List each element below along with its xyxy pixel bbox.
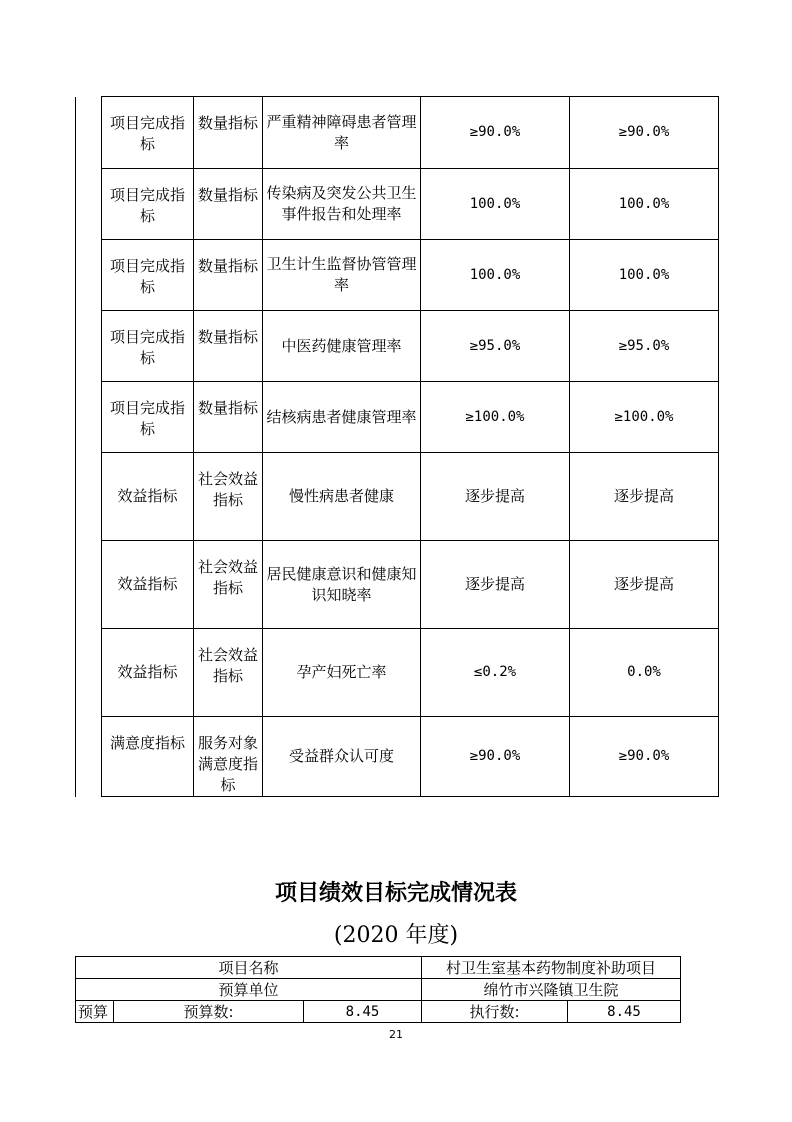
margin-cell [76,240,102,311]
budget-unit-row [76,979,681,1001]
exec-count-label: 执行数: [422,1001,568,1023]
actual-cell: 逐步提高 [570,453,719,541]
table-row [76,240,719,311]
level1-cell: 项目完成指标 [102,97,194,169]
level2-cell: 数量指标 [194,97,263,169]
target-cell: 逐步提高 [421,453,570,541]
level1-cell: 满意度指标 [102,717,194,797]
actual-cell: ≥95.0% [570,311,719,382]
level2-cell: 社会效益指标 [194,453,263,541]
margin-cell [76,169,102,240]
actual-cell: 逐步提高 [570,541,719,629]
level2-cell: 数量指标 [194,382,263,453]
budget-row [76,1001,681,1023]
budget-count-value: 8.45 [304,1001,422,1023]
project-name-row [76,957,681,979]
section-year: (2020 年度) [333,923,459,948]
level1-cell: 项目完成指标 [102,311,194,382]
margin-cell [76,717,102,797]
margin-cell [76,541,102,629]
indicator-cell: 传染病及突发公共卫生事件报告和处理率 [263,169,421,240]
actual-cell: ≥90.0% [570,97,719,169]
budget-label: 预算 [76,1001,114,1023]
target-cell: 100.0% [421,240,570,311]
table-row [76,453,719,541]
actual-cell: 100.0% [570,169,719,240]
level1-cell: 项目完成指标 [102,240,194,311]
margin-cell [76,382,102,453]
indicator-cell: 卫生计生监督协管管理率 [263,240,421,311]
level2-cell: 社会效益指标 [194,629,263,717]
table-row [76,717,719,797]
target-cell: ≤0.2% [421,629,570,717]
table-row [76,169,719,240]
margin-cell [76,311,102,382]
budget-unit-value: 绵竹市兴隆镇卫生院 [422,979,681,1001]
indicator-cell: 受益群众认可度 [263,717,421,797]
level1-cell: 效益指标 [102,629,194,717]
actual-cell: ≥90.0% [570,717,719,797]
level1-cell: 效益指标 [102,541,194,629]
margin-cell [76,629,102,717]
project-info-table [75,956,681,1023]
metrics-table [75,96,719,797]
table-row [76,629,719,717]
table-row [76,541,719,629]
section-title: 项目绩效目标完成情况表 [274,880,517,906]
level2-cell: 数量指标 [194,311,263,382]
table-row [76,382,719,453]
actual-cell: 0.0% [570,629,719,717]
indicator-cell: 慢性病患者健康 [263,453,421,541]
level1-cell: 项目完成指标 [102,169,194,240]
indicator-cell: 孕产妇死亡率 [263,629,421,717]
target-cell: ≥100.0% [421,382,570,453]
level2-cell: 社会效益指标 [194,541,263,629]
actual-cell: 100.0% [570,240,719,311]
actual-cell: ≥100.0% [570,382,719,453]
project-name-value: 村卫生室基本药物制度补助项目 [422,957,681,979]
level1-cell: 效益指标 [102,453,194,541]
table-row [76,97,719,169]
target-cell: 逐步提高 [421,541,570,629]
budget-unit-label: 预算单位 [76,979,422,1001]
indicator-cell: 中医药健康管理率 [263,311,421,382]
target-cell: 100.0% [421,169,570,240]
level1-cell: 项目完成指标 [102,382,194,453]
indicator-cell: 严重精神障碍患者管理率 [263,97,421,169]
level2-cell: 服务对象满意度指标 [194,717,263,797]
table-row [76,311,719,382]
margin-cell [76,97,102,169]
indicator-cell: 居民健康意识和健康知识知晓率 [263,541,421,629]
exec-count-value: 8.45 [568,1001,681,1023]
level2-cell: 数量指标 [194,240,263,311]
target-cell: ≥95.0% [421,311,570,382]
target-cell: ≥90.0% [421,97,570,169]
page-number: 21 [389,1028,403,1041]
target-cell: ≥90.0% [421,717,570,797]
margin-cell [76,453,102,541]
project-name-label: 项目名称 [76,957,422,979]
level2-cell: 数量指标 [194,169,263,240]
indicator-cell: 结核病患者健康管理率 [263,382,421,453]
budget-count-label: 预算数: [114,1001,304,1023]
